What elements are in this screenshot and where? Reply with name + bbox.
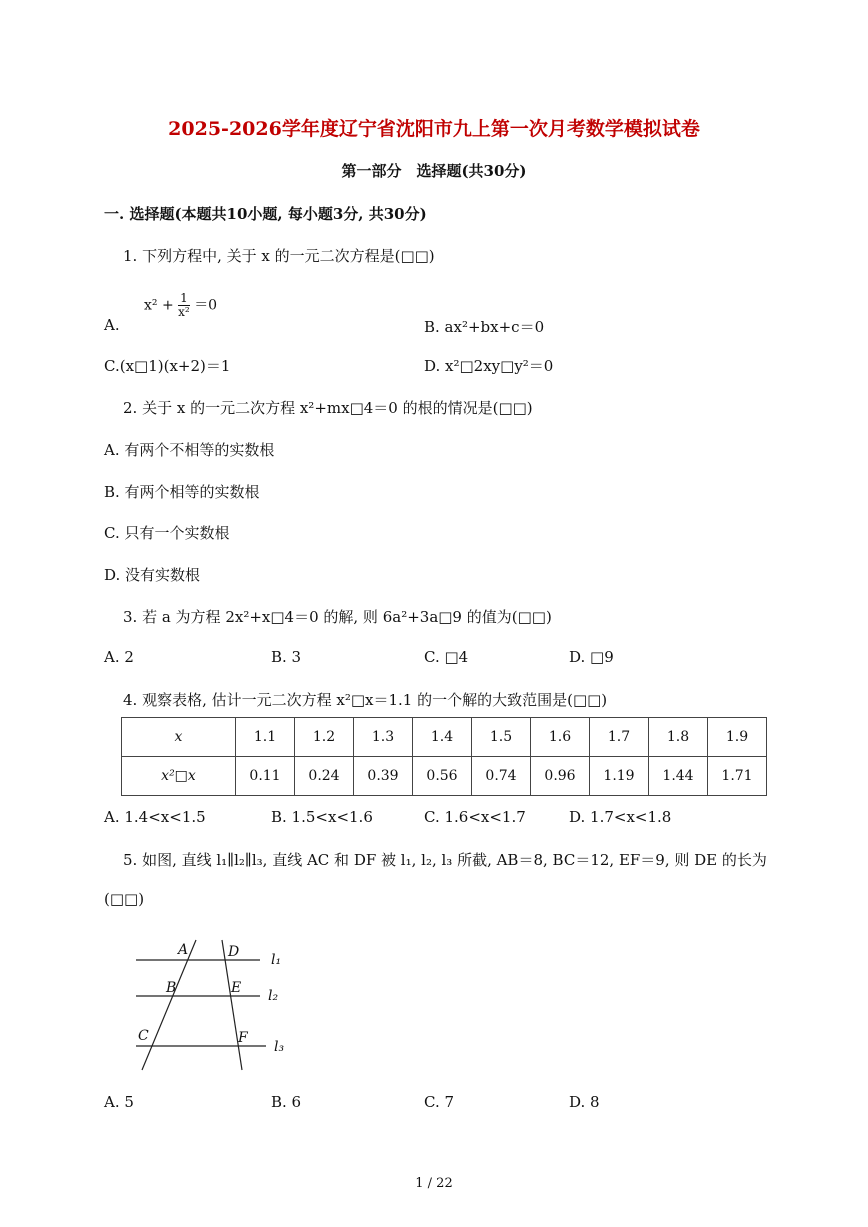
question-1-option-a: A. — [104, 316, 120, 334]
question-5-option-b: B. 6 — [271, 1093, 302, 1111]
document-title: 2025-2026学年度辽宁省沈阳市九上第一次月考数学模拟试卷 — [168, 118, 700, 140]
label-e: E — [231, 980, 242, 996]
observation-table — [121, 717, 767, 796]
question-4-stem: 4. 观察表格, 估计一元二次方程 x²□x＝1.1 的一个解的大致范围是(□□) — [123, 691, 608, 709]
label-l2: l₂ — [268, 988, 279, 1004]
table-cell: 0.11 — [236, 757, 295, 796]
table-cell: 1.5 — [472, 718, 531, 757]
table-cell: 1.44 — [649, 757, 708, 796]
table-cell: 1.2 — [295, 718, 354, 757]
table-row-header: x — [122, 718, 236, 757]
table-cell: 1.1 — [236, 718, 295, 757]
question-1-option-c: C.(x□1)(x+2)＝1 — [104, 357, 231, 375]
table-cell: 1.8 — [649, 718, 708, 757]
question-5-option-c: C. 7 — [424, 1093, 455, 1111]
label-l3: l₃ — [274, 1039, 285, 1055]
question-3-option-a: A. 2 — [104, 648, 134, 666]
question-4-option-d: D. 1.7<x<1.8 — [569, 808, 672, 826]
question-1-option-d: D. x²□2xy□y²＝0 — [424, 357, 554, 375]
table-cell: 1.19 — [590, 757, 649, 796]
label-f: F — [238, 1030, 248, 1046]
table-cell: 1.6 — [531, 718, 590, 757]
formula-lhs: x² + — [144, 297, 174, 314]
table-cell: 0.74 — [472, 757, 531, 796]
table-cell: 0.24 — [295, 757, 354, 796]
parallel-lines-figure — [128, 934, 303, 1074]
table-row-header: x²□x — [122, 757, 236, 796]
part-heading: 第一部分 选择题(共30分) — [341, 162, 527, 180]
question-1-stem: 1. 下列方程中, 关于 x 的一元二次方程是(□□) — [123, 247, 435, 265]
question-5-stem-continued: (□□) — [104, 890, 145, 908]
label-l1: l₁ — [271, 952, 282, 968]
table-cell: 1.3 — [354, 718, 413, 757]
formula-fraction — [178, 292, 190, 319]
section-heading: 一. 选择题(本题共10小题, 每小题3分, 共30分) — [104, 205, 427, 223]
question-4-option-a: A. 1.4<x<1.5 — [104, 808, 206, 826]
table-cell: 0.96 — [531, 757, 590, 796]
question-2-option-b: B. 有两个相等的实数根 — [104, 483, 260, 501]
table-cell: 0.39 — [354, 757, 413, 796]
label-c: C — [138, 1028, 149, 1044]
question-4-option-b: B. 1.5<x<1.6 — [271, 808, 373, 826]
table-cell: 0.56 — [413, 757, 472, 796]
question-3-option-d: D. □9 — [569, 648, 614, 666]
question-2-option-a: A. 有两个不相等的实数根 — [104, 441, 275, 459]
question-5-stem: 5. 如图, 直线 l₁∥l₂∥l₃, 直线 AC 和 DF 被 l₁, l₂, l₃ 所截, AB＝8, BC＝12, EF＝9, 则 DE 的长为 — [123, 851, 767, 869]
question-2-option-c: C. 只有一个实数根 — [104, 524, 230, 542]
question-5-option-a: A. 5 — [104, 1093, 134, 1111]
table-cell: 1.7 — [590, 718, 649, 757]
page-number: 1 / 22 — [415, 1176, 453, 1191]
question-5-option-d: D. 8 — [569, 1093, 600, 1111]
label-b: B — [166, 980, 177, 996]
question-3-stem: 3. 若 a 为方程 2x²+x□4＝0 的解, 则 6a²+3a□9 的值为(□□) — [123, 608, 552, 626]
table-cell: 1.9 — [708, 718, 767, 757]
label-d: D — [228, 944, 240, 960]
table-cell: 1.4 — [413, 718, 472, 757]
question-2-stem: 2. 关于 x 的一元二次方程 x²+mx□4＝0 的根的情况是(□□) — [123, 399, 533, 417]
question-1-formula-a — [144, 292, 217, 319]
formula-rhs: ＝0 — [194, 297, 218, 314]
question-1-option-b: B. ax²+bx+c＝0 — [424, 318, 545, 336]
question-3-option-c: C. □4 — [424, 648, 469, 666]
fraction-numerator: 1 — [180, 291, 188, 305]
question-2-option-d: D. 没有实数根 — [104, 566, 201, 584]
table-row — [122, 718, 767, 757]
fraction-denominator: x² — [178, 305, 190, 319]
question-3-option-b: B. 3 — [271, 648, 302, 666]
table-cell: 1.71 — [708, 757, 767, 796]
label-a: A — [178, 942, 189, 958]
question-4-option-c: C. 1.6<x<1.7 — [424, 808, 526, 826]
table-row — [122, 757, 767, 796]
